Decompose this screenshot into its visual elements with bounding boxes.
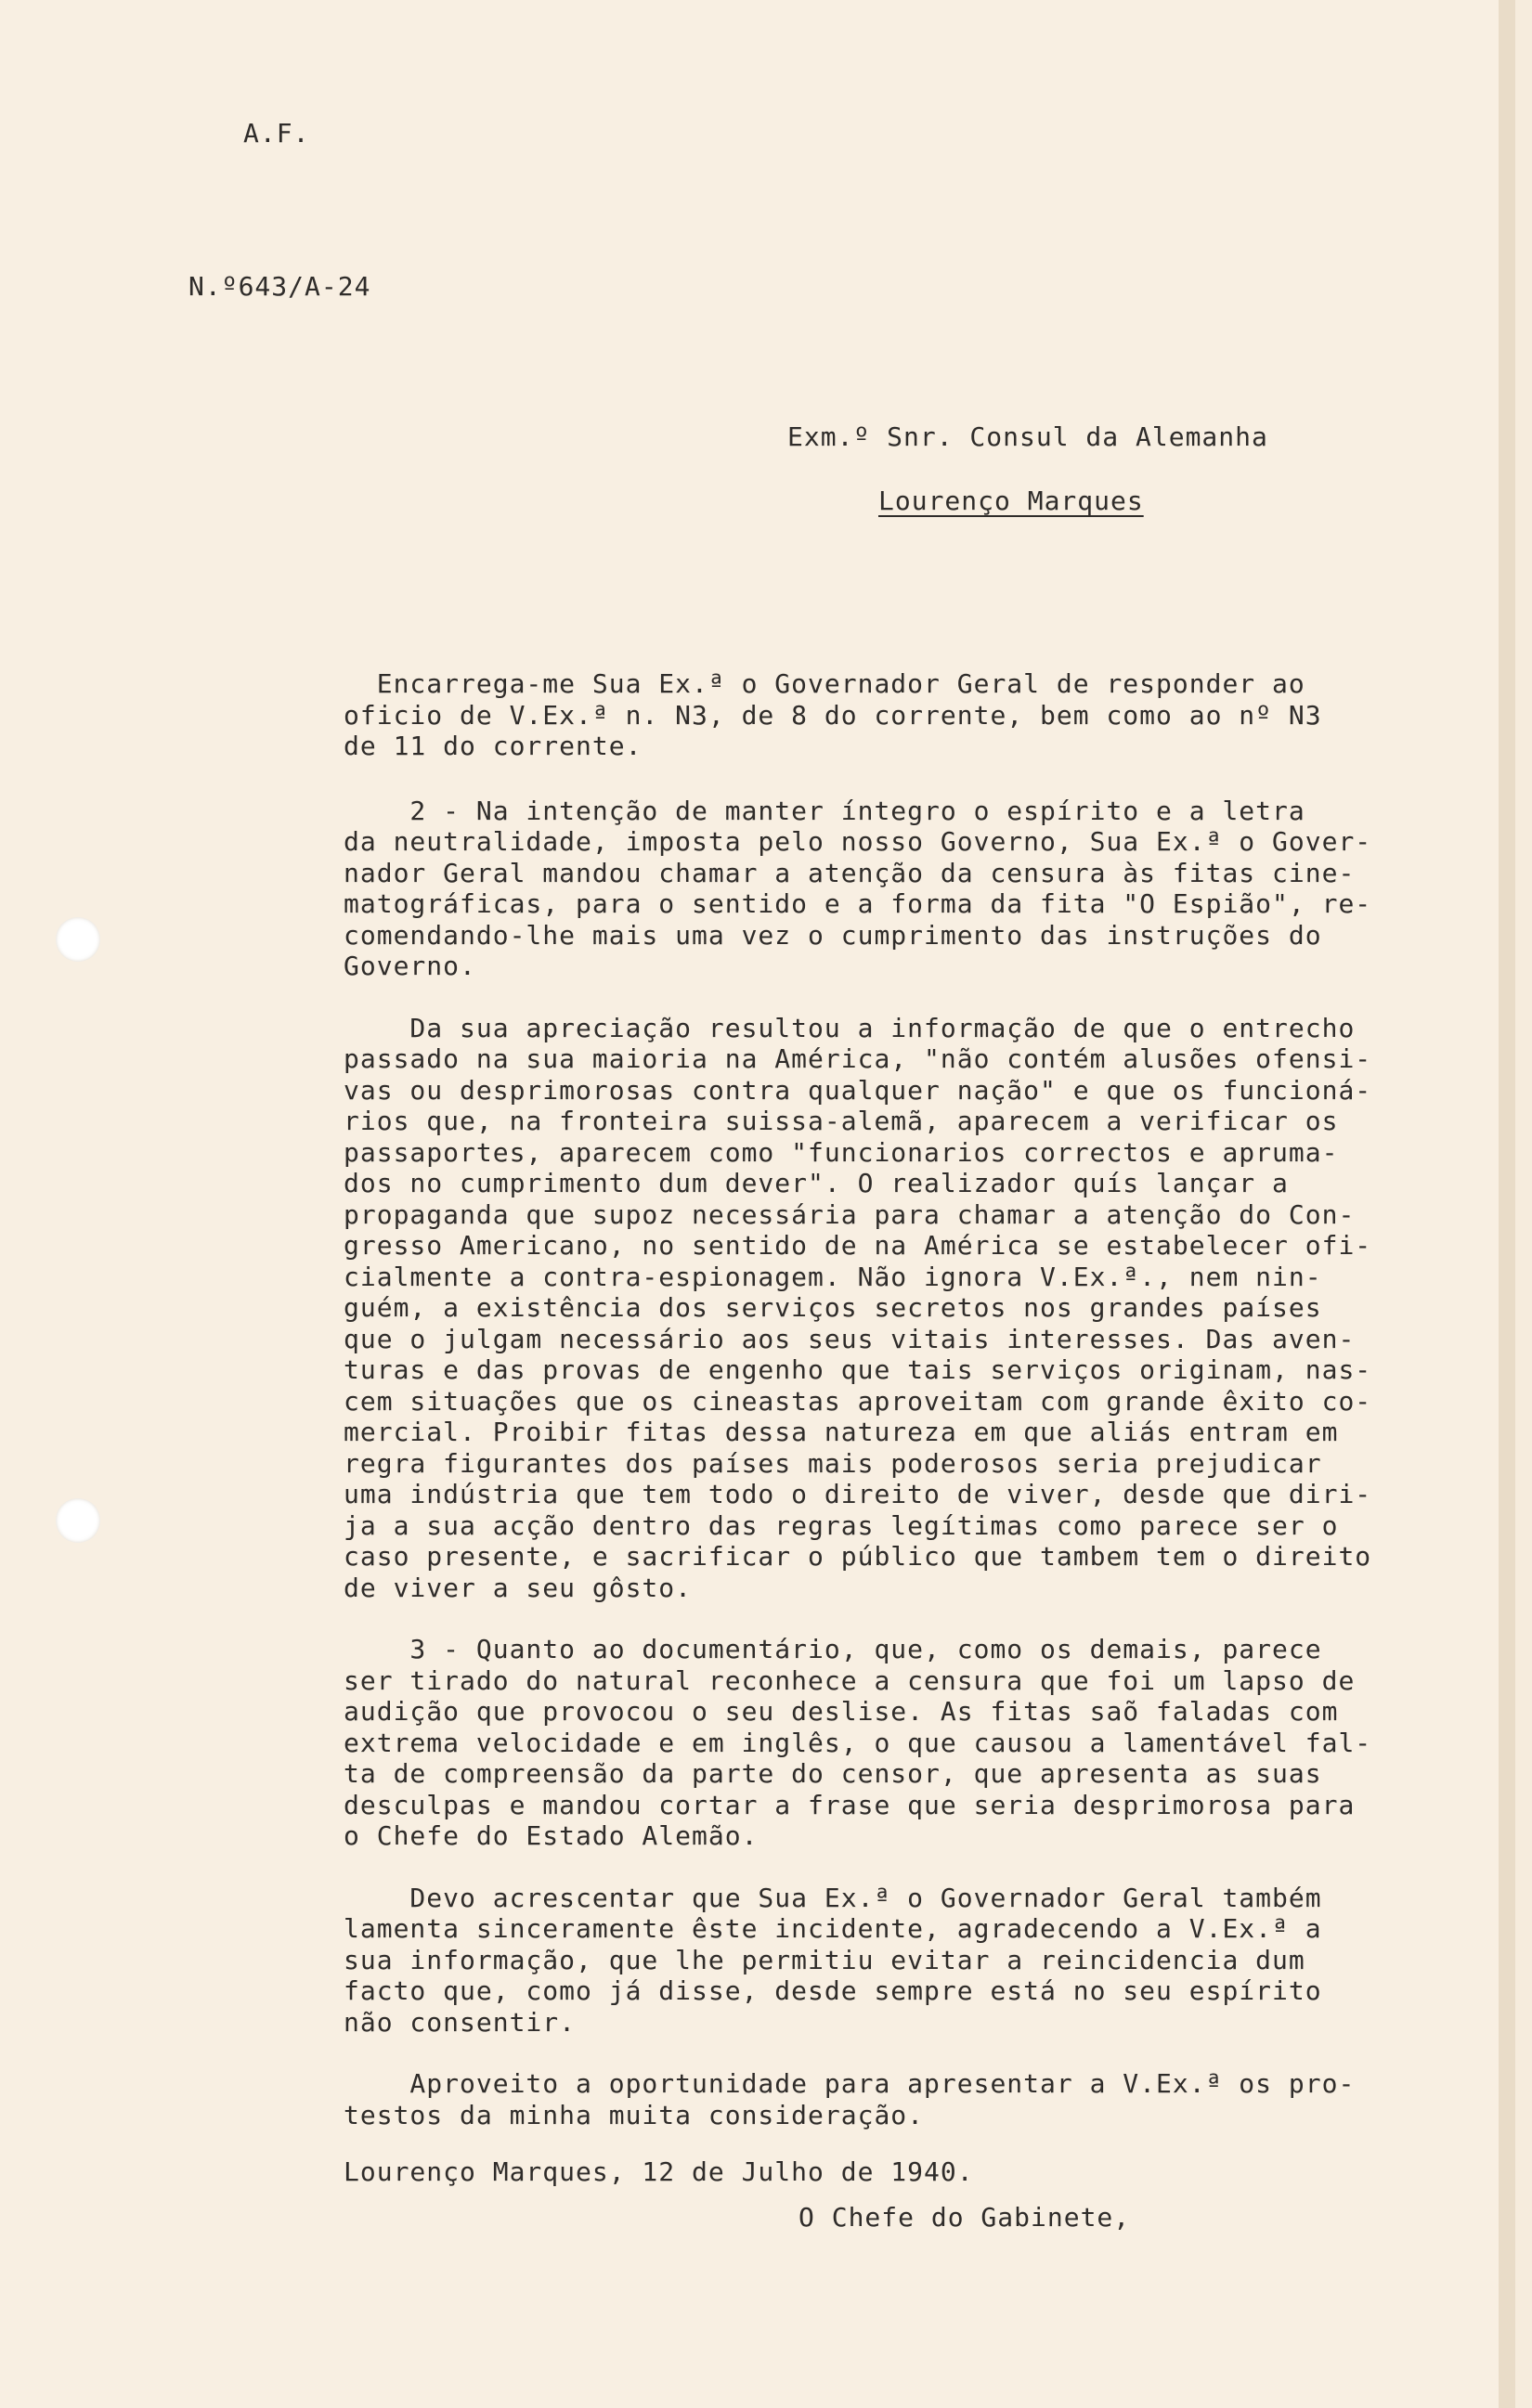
letter-body <box>344 668 1495 2233</box>
place-and-date: Lourenço Marques, 12 de Julho de 1940. <box>344 2156 974 2187</box>
paper-edge <box>1499 0 1515 2408</box>
reference-number: N.º643/A-24 <box>188 271 371 302</box>
sender-initials: A.F. <box>243 118 310 149</box>
paragraph-3: Da sua apreciação resultou a informação de que o entrecho passado na sua maioria na América, "não contém alusões ofensi- vas ou desprimorosas contra qualquer nação" e que os funcioná- rios que, na fronteira suissa-alemã, aparecem a verificar os passaportes, aparecem como "funcionarios correctos e apruma- dos no cumprimento dum dever". O realizador quís lançar a propaganda que supoz necessária para chamar a atenção do Con- gresso Americano, no sentido de na América se estabelecer ofi- cialmente a contra-espionagem. Não ignora V.Ex.ª., nem nin- guém, a existência dos serviços secretos nos grandes países que o julgam necessário aos seus vitais interesses. Das aven- turas e das provas de engenho que tais serviços originam, nas- cem situações que os cineastas aproveitam com grande êxito co- mercial. Proibir fitas dessa natureza em que aliás entram em regra figurantes dos países mais poderosos seria prejudicar uma indústria que tem todo o direito de viver, desde que diri- ja a sua acção dentro das regras legítimas como parece ser o caso presente, e sacrificar o público que tambem tem o direito de viver a seu gôsto. <box>344 1012 1372 1603</box>
paragraph-6: Aproveito a oportunidade para apresentar a V.Ex.ª os pro- testos da minha muita consideração. <box>344 2068 1356 2130</box>
punch-hole-top <box>56 917 100 962</box>
addressee-city: Lourenço Marques <box>878 485 1144 516</box>
addressee-title: Exm.º Snr. Consul da Alemanha <box>787 421 1268 452</box>
paragraph-4: 3 - Quanto ao documentário, que, como os demais, parece ser tirado do natural reconhece a censura que foi um lapso de audição que provocou o seu deslise. As fitas saõ faladas com extrema velocidade e em inglês, o que causou a lamentável fal- ta de compreensão da parte do censor, que apresenta as suas desculpas e mandou cortar a frase que seria desprimorosa para o Chefe do Estado Alemão. <box>344 1634 1372 1851</box>
punch-hole-bottom <box>56 1498 100 1543</box>
paragraph-1: Encarrega-me Sua Ex.ª o Governador Geral de responder ao oficio de V.Ex.ª n. N3, de 8 do corrente, bem como ao nº N3 de 11 do corrente. <box>344 668 1322 761</box>
paragraph-5: Devo acrescentar que Sua Ex.ª o Governador Geral também lamenta sinceramente êste incidente, agradecendo a V.Ex.ª a sua informação, que lhe permitiu evitar a reincidencia dum facto que, como já disse, desde sempre está no seu espírito não consentir. <box>344 1882 1322 2038</box>
signature-line: O Chefe do Gabinete, <box>798 2202 1131 2233</box>
paragraph-2: 2 - Na intenção de manter íntegro o espírito e a letra da neutralidade, imposta pelo nosso Governo, Sua Ex.ª o Gover- nador Geral mandou chamar a atenção da censura às fitas cine- matográficas, para o sentido e a forma da fita "O Espião", re- comendando-lhe mais uma vez o cumprimento das instruções do Governo. <box>344 795 1372 981</box>
